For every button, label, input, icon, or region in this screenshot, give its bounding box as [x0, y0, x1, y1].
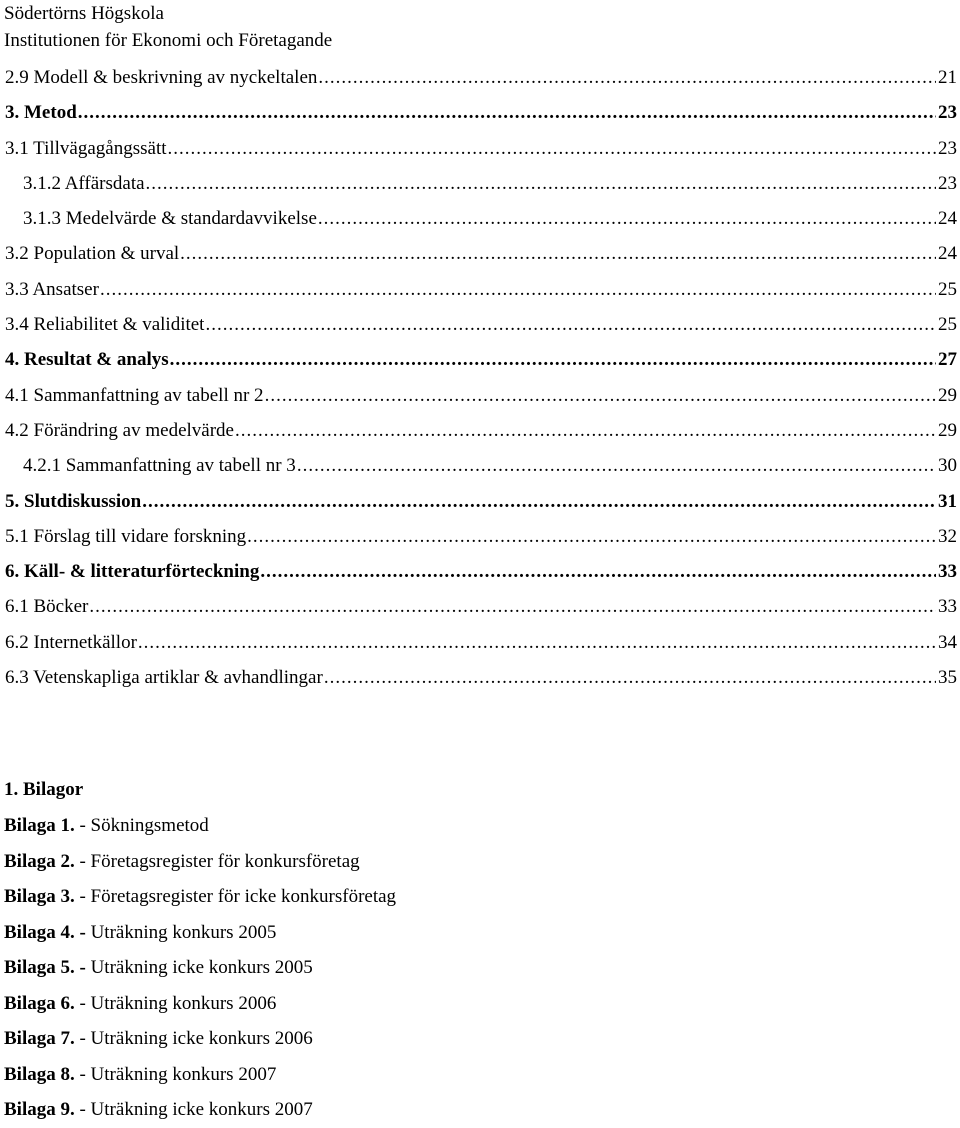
- toc-page-number: 23: [938, 102, 957, 124]
- appendix-item: [4, 1021, 396, 1057]
- toc-entry[interactable]: [5, 519, 957, 554]
- appendix-item: [4, 808, 396, 844]
- toc-entry[interactable]: [5, 236, 957, 271]
- toc-page-number: 35: [938, 667, 957, 689]
- appendix-item-text: - Uträkning konkurs 2006: [74, 992, 277, 1014]
- appendix-item-text: - Uträkning icke konkurs 2007: [74, 1099, 313, 1120]
- toc-entry-title: 3.1.3 Medelvärde & standardavvikelse: [23, 208, 317, 230]
- toc-entry[interactable]: [5, 448, 957, 483]
- toc-entry-title: 3.1 Tillvägagångssätt: [5, 137, 167, 159]
- toc-entry-title: 4.2.1 Sammanfattning av tabell nr 3: [23, 455, 296, 477]
- toc-entry[interactable]: [5, 625, 957, 660]
- toc-entry[interactable]: [5, 166, 957, 201]
- toc-dot-leader: [297, 448, 936, 483]
- toc-page-number: 21: [938, 67, 957, 88]
- toc-page-number: 23: [938, 172, 957, 194]
- toc-entry[interactable]: [5, 589, 957, 624]
- toc-dot-leader: [247, 519, 936, 554]
- toc-entry-title: 6. Käll- & litteraturförteckning: [5, 561, 260, 583]
- toc-dot-leader: [205, 307, 936, 342]
- toc-page-number: 24: [938, 208, 957, 230]
- toc-dot-leader: [78, 95, 936, 130]
- toc-entry[interactable]: [5, 201, 957, 236]
- toc-entry-title: 2.9 Modell & beskrivning av nyckeltalen: [5, 67, 318, 88]
- toc-entry[interactable]: [5, 342, 957, 377]
- toc-page-number: 32: [938, 525, 957, 547]
- appendix-item-label: Bilaga 4. -: [4, 921, 86, 943]
- toc-page-number: 23: [938, 137, 957, 159]
- toc-entry[interactable]: [5, 378, 957, 413]
- appendix-item-label: Bilaga 9.: [4, 1099, 75, 1120]
- toc-entry-title: 6.1 Böcker: [5, 596, 89, 618]
- toc-entry-title: 3.4 Reliabilitet & validitet: [5, 314, 205, 336]
- toc-entry-title: 5. Slutdiskussion: [5, 490, 142, 512]
- toc-dot-leader: [89, 589, 936, 624]
- toc-entry-title: 3.3 Ansatser: [5, 278, 99, 300]
- page-header: [4, 0, 332, 54]
- appendix-item: [4, 950, 396, 986]
- appendix-item: [4, 1092, 396, 1128]
- appendix-item: [4, 986, 396, 1022]
- toc-dot-leader: [265, 378, 936, 413]
- appendix-item-text: - Företagsregister för icke konkursföretag: [74, 886, 397, 907]
- toc-dot-leader: [142, 484, 936, 519]
- appendix-heading: 1. Bilagor: [4, 779, 84, 800]
- toc-entry[interactable]: [5, 554, 957, 589]
- toc-dot-leader: [138, 625, 936, 660]
- toc-dot-leader: [100, 272, 936, 307]
- toc-page-number: 29: [938, 384, 957, 406]
- toc-page-number: 33: [938, 561, 957, 583]
- appendix-item-label: Bilaga 5. -: [4, 957, 86, 978]
- toc-entry[interactable]: [5, 272, 957, 307]
- toc-entry-title: 3.1.2 Affärsdata: [23, 172, 145, 194]
- toc-dot-leader: [146, 166, 936, 201]
- appendix-item-text: Uträkning icke konkurs 2005: [85, 957, 313, 978]
- appendix-item-label: Bilaga 6.: [4, 992, 75, 1014]
- toc-entry[interactable]: [5, 95, 957, 130]
- toc-entry[interactable]: [5, 60, 957, 95]
- appendix-item: [4, 844, 396, 880]
- appendix-item-label: Bilaga 1.: [4, 815, 75, 836]
- toc-entry[interactable]: [5, 484, 957, 519]
- appendix-item-text: - Uträkning icke konkurs 2006: [74, 1028, 313, 1049]
- toc-entry-title: 5.1 Förslag till vidare forskning: [5, 525, 247, 547]
- appendix-item-label: Bilaga 8.: [4, 1063, 75, 1085]
- appendix-item-text: Uträkning konkurs 2005: [85, 921, 277, 943]
- toc-page-number: 24: [938, 243, 957, 265]
- toc-page-number: 27: [938, 349, 957, 371]
- toc-page-number: 25: [938, 314, 957, 336]
- toc-dot-leader: [168, 131, 936, 166]
- appendix-item: [4, 915, 396, 951]
- toc-page-number: 34: [938, 631, 957, 653]
- toc-dot-leader: [318, 60, 936, 95]
- appendix-item-text: - Uträkning konkurs 2007: [74, 1063, 277, 1085]
- toc-entry[interactable]: [5, 413, 957, 448]
- appendix-item-label: Bilaga 2.: [4, 850, 75, 872]
- toc-page-number: 29: [938, 419, 957, 441]
- toc-dot-leader: [318, 201, 936, 236]
- table-of-contents: [5, 60, 957, 695]
- toc-dot-leader: [324, 660, 936, 695]
- institution-name: Södertörns Högskola: [4, 3, 164, 24]
- toc-dot-leader: [180, 236, 936, 271]
- toc-page-number: 31: [938, 490, 957, 512]
- toc-page-number: 33: [938, 596, 957, 618]
- toc-entry-title: 3.2 Population & urval: [5, 243, 180, 265]
- toc-entry-title: 6.2 Internetkällor: [5, 631, 137, 653]
- toc-page-number: 25: [938, 278, 957, 300]
- toc-entry-title: 4. Resultat & analys: [5, 349, 169, 371]
- toc-entry[interactable]: [5, 307, 957, 342]
- toc-page-number: 30: [938, 455, 957, 477]
- appendix-item-label: Bilaga 7.: [4, 1028, 75, 1049]
- appendix-list: [4, 772, 396, 1128]
- toc-entry[interactable]: [5, 131, 957, 166]
- appendix-item: [4, 879, 396, 915]
- appendix-item-text: - Företagsregister för konkursföretag: [74, 850, 360, 872]
- toc-dot-leader: [260, 554, 936, 589]
- appendix-item-text: - Sökningsmetod: [74, 815, 209, 836]
- toc-entry-title: 3. Metod: [5, 102, 77, 124]
- toc-entry[interactable]: [5, 660, 957, 695]
- appendix-item-label: Bilaga 3.: [4, 886, 75, 907]
- toc-dot-leader: [235, 413, 936, 448]
- toc-entry-title: 4.1 Sammanfattning av tabell nr 2: [5, 384, 264, 406]
- appendix-items: [4, 808, 396, 1128]
- appendix-item: [4, 1057, 396, 1093]
- toc-entry-title: 4.2 Förändring av medelvärde: [5, 419, 234, 441]
- toc-dot-leader: [170, 342, 936, 377]
- toc-entry-title: 6.3 Vetenskapliga artiklar & avhandlingar: [5, 667, 323, 689]
- department-name: Institutionen för Ekonomi och Företagande: [4, 30, 333, 51]
